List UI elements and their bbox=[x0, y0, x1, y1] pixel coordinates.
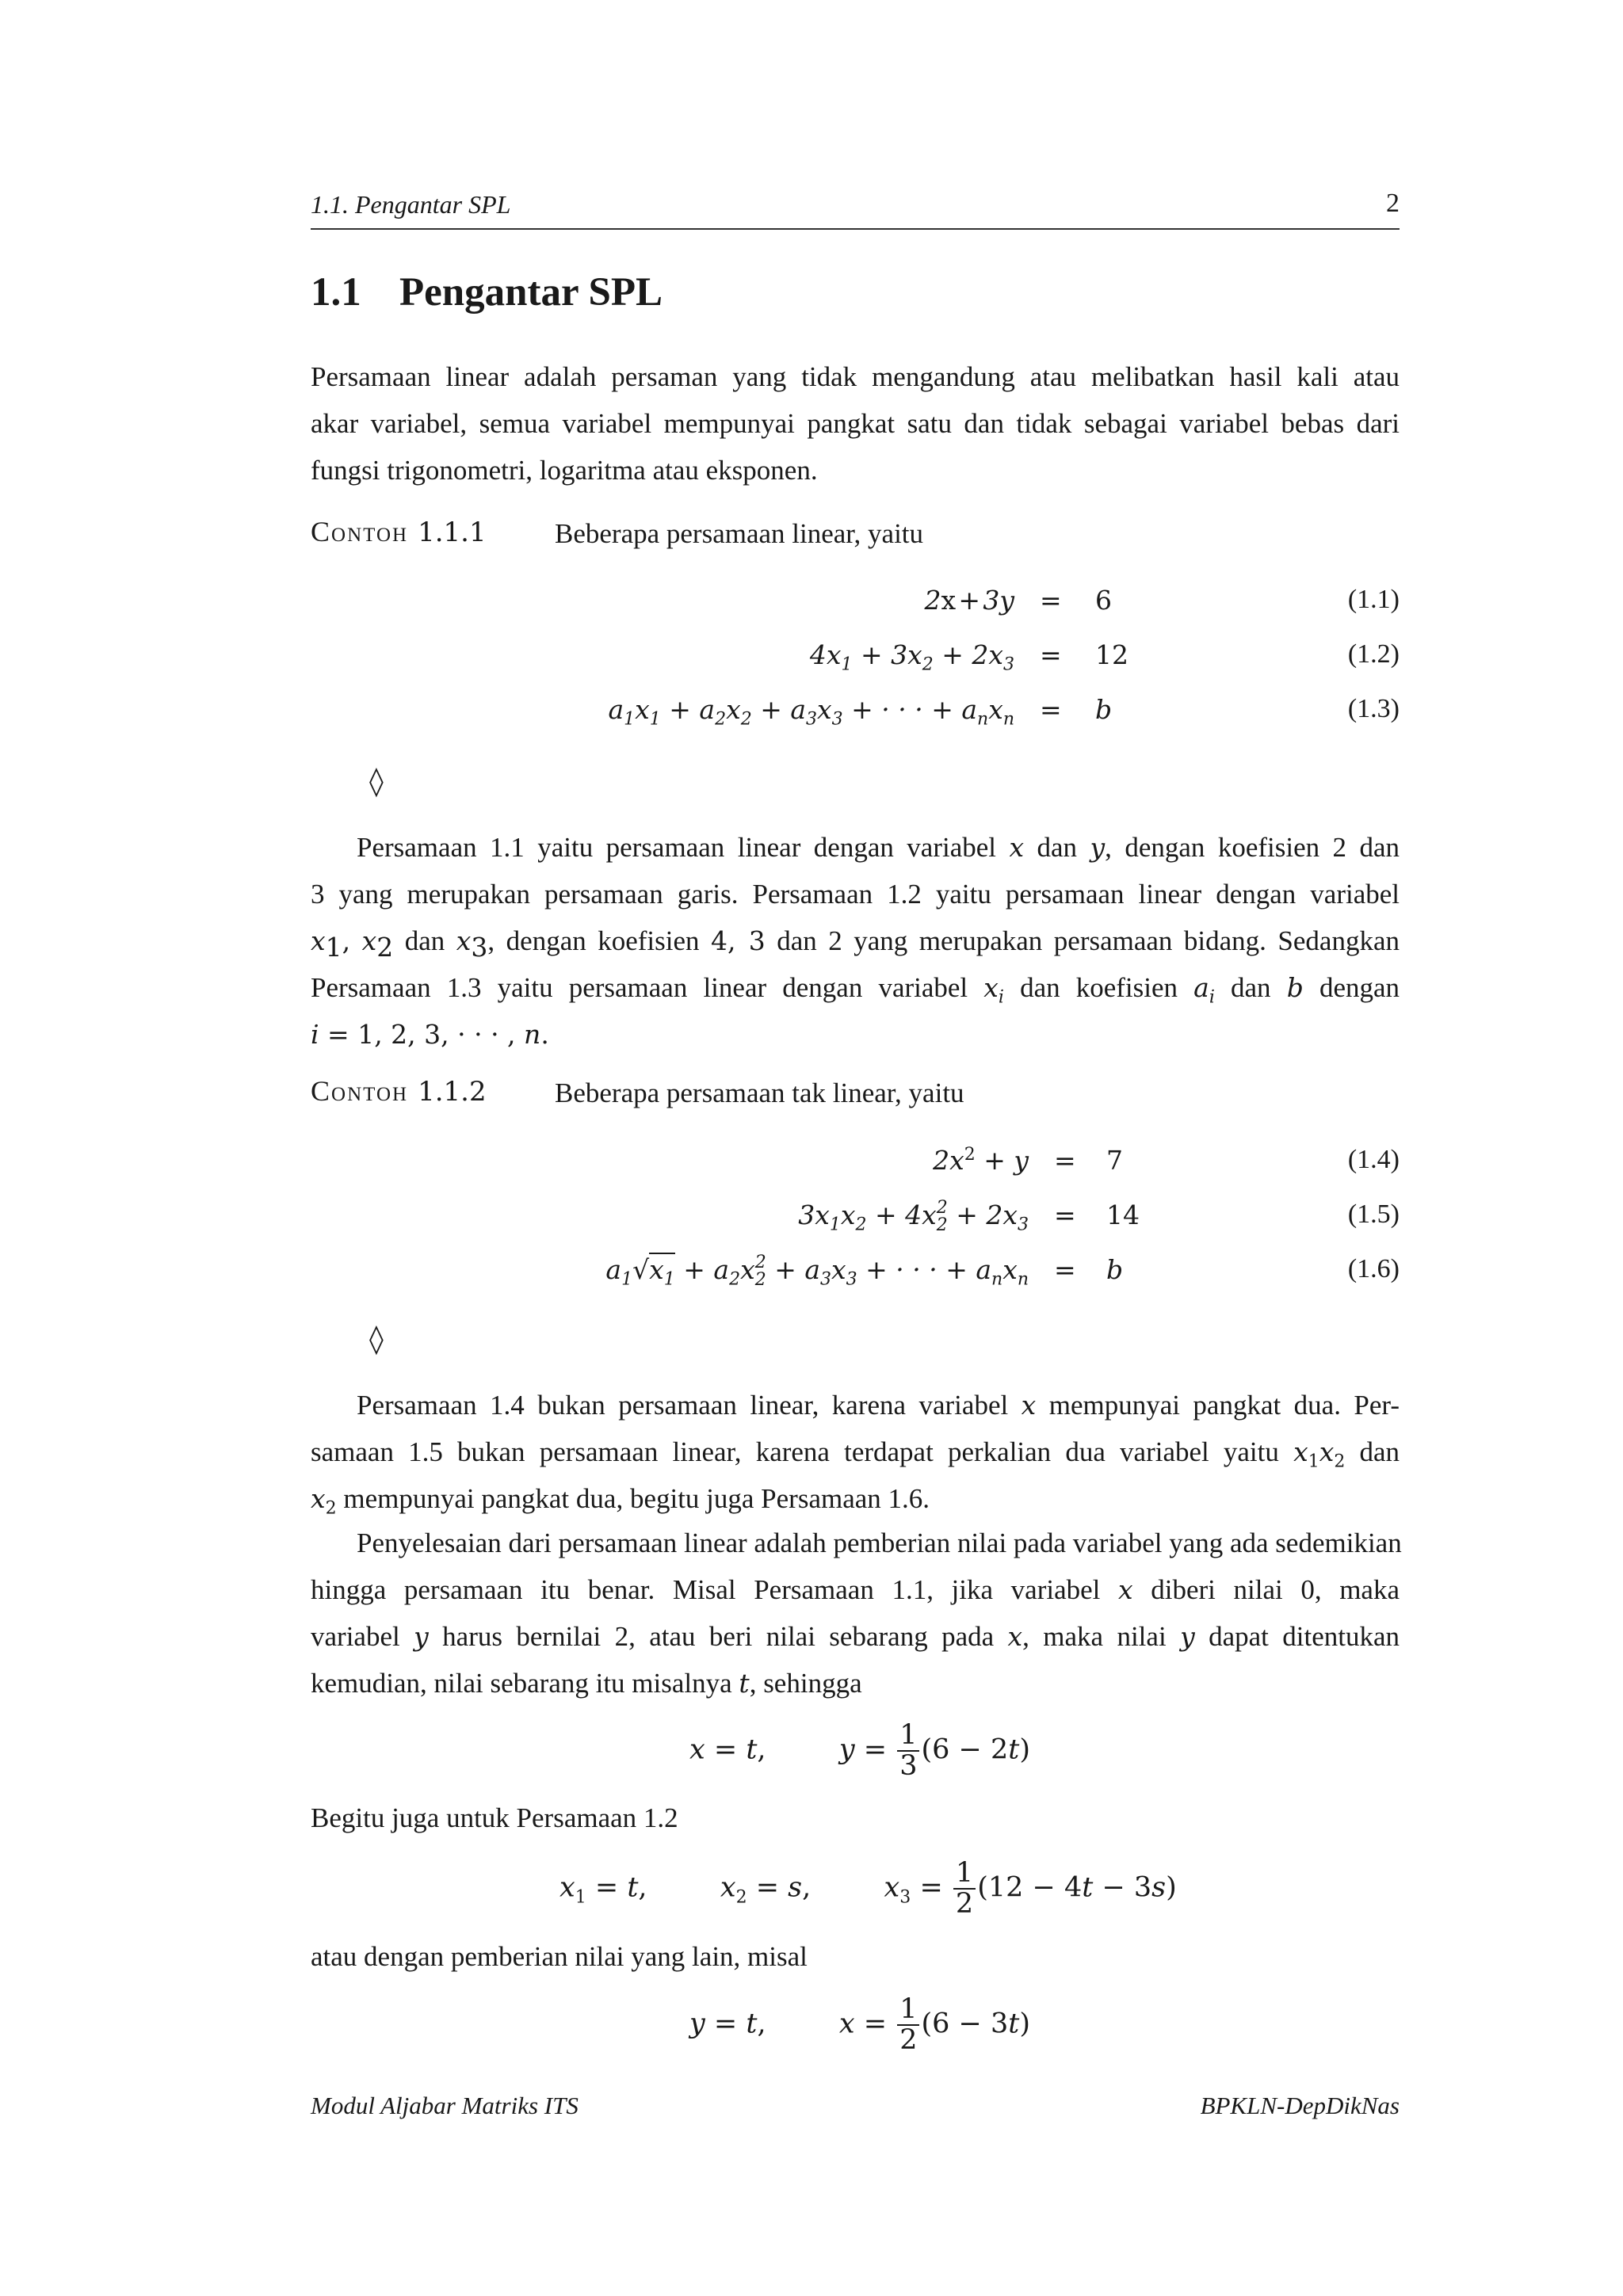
paragraph-4-cont bbox=[311, 1566, 1400, 1707]
equation-1-4-rhs: 7 bbox=[1106, 1145, 1123, 1176]
equation-1-5 bbox=[0, 1199, 1623, 1247]
example-1-text: Beberapa persamaan linear, yaitu bbox=[555, 518, 924, 549]
equation-1-2-lhs: $4x_1 + 3x_2 + 2x_3$ bbox=[809, 639, 1014, 675]
intro-line-2: akar variabel, semua variabel mempunyai pangkat satu dan tidak sebagai variabel bebas dari bbox=[311, 408, 1400, 439]
footer-left: Modul Aljabar Matriks ITS bbox=[311, 2092, 579, 2119]
section-heading bbox=[311, 269, 663, 315]
para-3-line-1: Persamaan 1.4 bukan persamaan linear, karena variabel x mempunyai pangkat dua. Per- bbox=[357, 1390, 1400, 1421]
equation-1-3-equals: = bbox=[1040, 694, 1062, 725]
para-4-line-1: Penyelesaian dari persamaan linear adalah pemberian nilai pada variabel yang ada sedemikian bbox=[357, 1527, 1402, 1558]
example-2-heading bbox=[311, 1074, 487, 1108]
equation-1-4-equals: = bbox=[1054, 1145, 1076, 1176]
equation-1-2-equals: = bbox=[1040, 639, 1062, 670]
equation-1-2 bbox=[0, 639, 1623, 687]
equation-1-3-lhs: $a_1x_1 + a_2x_2 + a_3x_3$ + · · · + $a_nx_n$ bbox=[608, 694, 1014, 730]
example-1-heading bbox=[311, 515, 487, 548]
equation-1-5-lhs: $3x_1x_2 + 4x$ $_{2 2} + 2x_3$ bbox=[798, 1197, 1029, 1235]
display-equation-x-y: x = t, y = $\frac{1}{3}$ (6 − 2t) bbox=[689, 1719, 1030, 1782]
equation-1-3 bbox=[0, 694, 1623, 742]
equation-1-2-rhs: 12 bbox=[1095, 639, 1128, 670]
equation-1-2-tag: (1.2) bbox=[1347, 639, 1400, 669]
equation-1-6-tag: (1.6) bbox=[1347, 1254, 1400, 1283]
example-2-end-mark-icon: ◊ bbox=[369, 1323, 384, 1356]
intro-line-1: Persamaan linear adalah persaman yang tidak mengandung atau melibatkan hasil kali atau bbox=[311, 361, 1400, 392]
para-2-line-2: 3 yang merupakan persamaan garis. Persamaan 1.2 yaitu persamaan linear dengan variabel bbox=[311, 879, 1400, 910]
paragraph-3 bbox=[311, 1382, 1400, 1522]
equation-1-3-rhs: b bbox=[1095, 694, 1113, 725]
equation-1-6-lhs: $a_1√x_1 + a_2x$ $_{2 2} + a_3x_3$ + · · · + $a_nx_n$ bbox=[605, 1252, 1029, 1290]
display-equation-y-x: y = t, x = $\frac{1}{2}$ (6 − 3t) bbox=[689, 1993, 1030, 2056]
paragraph-6: atau dengan pemberian nilai yang lain, misal bbox=[311, 1941, 808, 1972]
para-2-line-5: i = 1, 2, 3, · · · , n. bbox=[311, 1019, 549, 1050]
running-header-title: 1.1. Pengantar SPL bbox=[311, 190, 511, 219]
example-2-number: 1.1.2 bbox=[418, 1076, 487, 1108]
equation-1-4-tag: (1.4) bbox=[1347, 1145, 1400, 1174]
equation-1-1 bbox=[0, 585, 1623, 632]
section-number: 1.1 bbox=[311, 270, 361, 315]
para-3-line-2: samaan 1.5 bukan persamaan linear, karena terdapat perkalian dua variabel yaitu $x_1x_2$ dan bbox=[311, 1436, 1400, 1472]
equation-1-5-equals: = bbox=[1054, 1199, 1076, 1230]
equation-1-6 bbox=[0, 1254, 1623, 1302]
example-1-label: Contoh bbox=[311, 516, 409, 547]
intro-paragraph bbox=[311, 353, 1400, 494]
footer-right: BPKLN-DepDikNas bbox=[1200, 2092, 1400, 2119]
paragraph-2 bbox=[311, 824, 1400, 1058]
equation-1-1-equals: = bbox=[1040, 585, 1062, 616]
example-2-text: Beberapa persamaan tak linear, yaitu bbox=[555, 1077, 964, 1108]
para-2-line-1: Persamaan 1.1 yaitu persamaan linear dengan variabel x dan y, dengan koefisien 2 dan bbox=[357, 832, 1400, 863]
paragraph-4 bbox=[311, 1520, 1463, 1566]
section-title: Pengantar SPL bbox=[399, 270, 663, 315]
equation-1-4 bbox=[0, 1145, 1623, 1192]
page-number: 2 bbox=[1386, 189, 1400, 218]
intro-line-3: fungsi trigonometri, logaritma atau eksponen. bbox=[311, 455, 818, 486]
equation-1-5-rhs: 14 bbox=[1106, 1199, 1140, 1230]
para-2-line-4: Persamaan 1.3 yaitu persamaan linear dengan variabel $x_i$ dan koefisien $a_i$ dan b dengan bbox=[311, 972, 1400, 1008]
para-4-line-3: variabel y harus bernilai 2, atau beri nilai sebarang pada x, maka nilai y dapat ditentukan bbox=[311, 1621, 1400, 1652]
para-2-line-3: $x_1$, $x_2$ dan $x_3$, dengan koefisien 4, 3 dan 2 yang merupakan persamaan bidang. Sedangkan bbox=[311, 925, 1400, 963]
para-4-line-4: kemudian, nilai sebarang itu misalnya t, sehingga bbox=[311, 1668, 862, 1699]
equation-1-6-equals: = bbox=[1054, 1254, 1076, 1285]
example-2-label: Contoh bbox=[311, 1075, 409, 1107]
equation-1-6-rhs: b bbox=[1106, 1254, 1124, 1285]
equation-1-1-tag: (1.1) bbox=[1347, 585, 1400, 614]
equation-1-1-rhs: 6 bbox=[1095, 585, 1112, 616]
para-4-line-2: hingga persamaan itu benar. Misal Persamaan 1.1, jika variabel x diberi nilai 0, maka bbox=[311, 1574, 1400, 1605]
equation-1-3-tag: (1.3) bbox=[1347, 694, 1400, 723]
equation-1-1-lhs: 2x + 3y bbox=[924, 585, 1014, 616]
header-rule bbox=[311, 228, 1400, 230]
equation-1-5-tag: (1.5) bbox=[1347, 1199, 1400, 1229]
example-1-number: 1.1.1 bbox=[418, 517, 487, 548]
para-3-line-3: $x_2$ mempunyai pangkat dua, begitu juga Persamaan 1.6. bbox=[311, 1483, 930, 1519]
equation-1-4-lhs: $2x^2 + y$ bbox=[933, 1145, 1029, 1176]
display-equation-x1-x2-x3: $x_1 = t$, $x_2 = s$, $x_3$ = $\frac{1}{2}$ (12 − 4t − 3s) bbox=[559, 1857, 1177, 1920]
example-1-end-mark-icon: ◊ bbox=[369, 765, 384, 798]
paragraph-5: Begitu juga untuk Persamaan 1.2 bbox=[311, 1802, 678, 1833]
